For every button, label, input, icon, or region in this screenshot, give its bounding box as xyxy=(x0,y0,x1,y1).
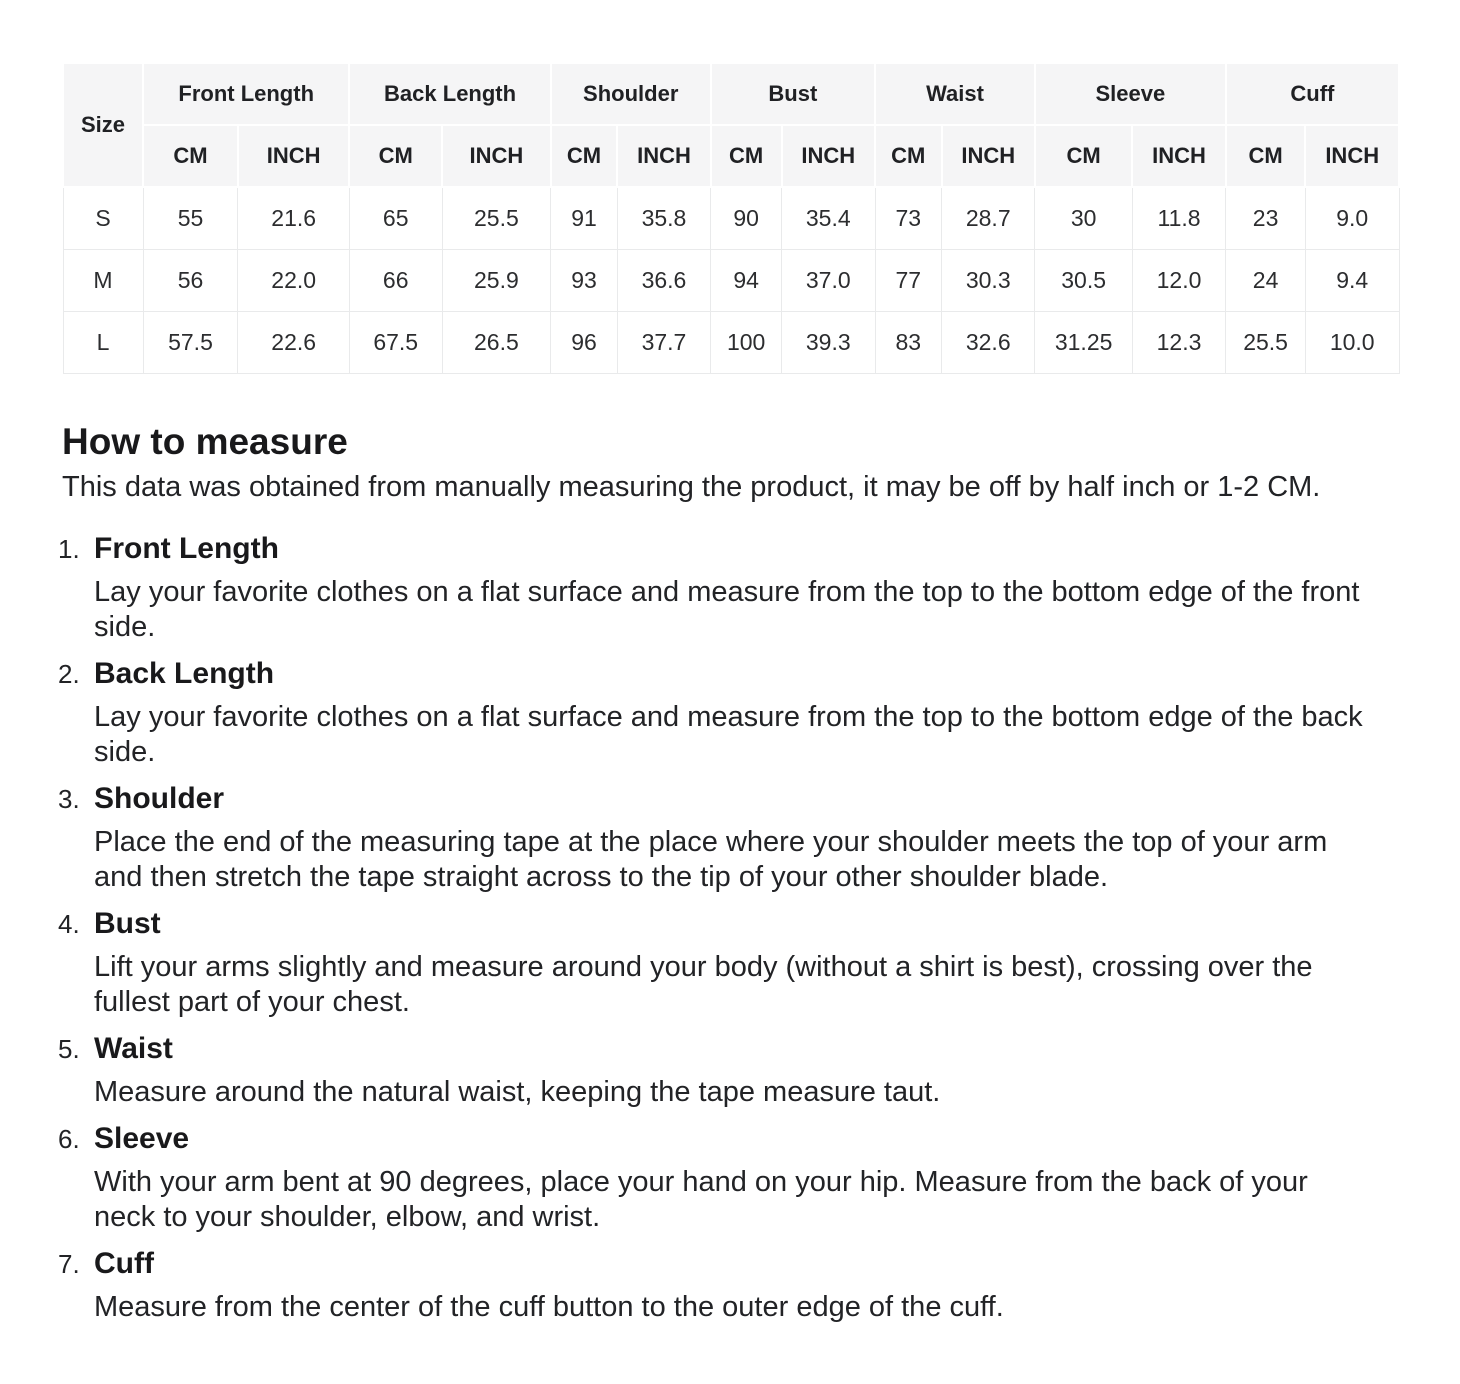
size-chart-table xyxy=(62,62,1400,374)
unit-header-inch: INCH xyxy=(942,125,1035,187)
measure-step xyxy=(58,1121,1400,1235)
step-title: Sleeve xyxy=(94,1121,190,1155)
step-title: Back Length xyxy=(94,656,275,690)
measurement-value-cell: 25.9 xyxy=(442,249,551,311)
header-row-units xyxy=(63,125,1399,187)
measurement-value-cell: 23 xyxy=(1226,187,1306,249)
measurement-value-cell: 22.0 xyxy=(238,249,349,311)
measurement-header-sleeve: Sleeve xyxy=(1035,63,1226,125)
measurement-header-back-length: Back Length xyxy=(349,63,550,125)
step-title: Front Length xyxy=(94,531,279,565)
step-title: Cuff xyxy=(94,1246,154,1280)
step-title: Bust xyxy=(94,906,161,940)
measurement-value-cell: 30 xyxy=(1035,187,1132,249)
measurement-value-cell: 12.3 xyxy=(1132,311,1225,373)
unit-header-inch: INCH xyxy=(782,125,875,187)
measurement-value-cell: 30.3 xyxy=(942,249,1035,311)
measurement-value-cell: 12.0 xyxy=(1132,249,1225,311)
unit-header-inch: INCH xyxy=(442,125,551,187)
step-description: Measure from the center of the cuff button to the outer edge of the cuff. xyxy=(94,1290,1004,1323)
size-row xyxy=(63,249,1399,311)
how-to-measure-heading: How to measure xyxy=(62,420,348,462)
step-description: Lift your arms slightly and measure around your body (without a shirt is best), crossing over the fullest part of your chest. xyxy=(94,950,1313,1018)
size-chart-header xyxy=(63,63,1399,187)
size-cell: M xyxy=(63,249,143,311)
measure-disclaimer-text: This data was obtained from manually measuring the product, it may be off by half inch or 1-2 CM. xyxy=(62,470,1321,503)
step-number: 3. xyxy=(58,783,80,814)
measurement-value-cell: 9.0 xyxy=(1305,187,1399,249)
measurement-value-cell: 22.6 xyxy=(238,311,349,373)
measurement-value-cell: 96 xyxy=(551,311,617,373)
measurement-value-cell: 66 xyxy=(349,249,442,311)
measurement-value-cell: 24 xyxy=(1226,249,1306,311)
measure-step xyxy=(58,1246,1400,1325)
measurement-value-cell: 67.5 xyxy=(349,311,442,373)
step-number: 1. xyxy=(58,533,80,564)
measure-step xyxy=(58,781,1400,895)
measure-step-head xyxy=(58,1121,1400,1157)
measurement-value-cell: 10.0 xyxy=(1305,311,1399,373)
measurement-value-cell: 32.6 xyxy=(942,311,1035,373)
measurement-value-cell: 100 xyxy=(711,311,782,373)
step-number: 7. xyxy=(58,1248,80,1279)
measurement-value-cell: 57.5 xyxy=(143,311,238,373)
step-number: 4. xyxy=(58,908,80,939)
step-description: With your arm bent at 90 degrees, place your hand on your hip. Measure from the back of your neck to your shoulder, elbow, and wrist. xyxy=(94,1165,1308,1233)
header-row-measurements xyxy=(63,63,1399,125)
measurement-value-cell: 11.8 xyxy=(1132,187,1225,249)
unit-header-cm: CM xyxy=(1035,125,1132,187)
measure-step xyxy=(58,1031,1400,1110)
measurement-header-waist: Waist xyxy=(875,63,1035,125)
step-number: 2. xyxy=(58,658,80,689)
measurement-value-cell: 94 xyxy=(711,249,782,311)
measurement-value-cell: 55 xyxy=(143,187,238,249)
size-row xyxy=(63,187,1399,249)
measure-step xyxy=(58,906,1400,1020)
unit-header-inch: INCH xyxy=(1132,125,1225,187)
measurement-value-cell: 9.4 xyxy=(1305,249,1399,311)
size-column-header: Size xyxy=(63,63,143,187)
size-cell: L xyxy=(63,311,143,373)
step-description: Lay your favorite clothes on a flat surface and measure from the top to the bottom edge of the back side. xyxy=(94,700,1363,768)
size-chart-body xyxy=(63,187,1399,373)
measure-step-head xyxy=(58,531,1400,567)
measurement-value-cell: 37.7 xyxy=(617,311,710,373)
unit-header-cm: CM xyxy=(711,125,782,187)
unit-header-cm: CM xyxy=(875,125,941,187)
measure-step xyxy=(58,531,1400,645)
measurement-value-cell: 39.3 xyxy=(782,311,875,373)
unit-header-inch: INCH xyxy=(1305,125,1399,187)
measure-step-head xyxy=(58,656,1400,692)
step-description: Lay your favorite clothes on a flat surface and measure from the top to the bottom edge of the front side. xyxy=(94,575,1360,643)
measure-step-head xyxy=(58,906,1400,942)
measurement-value-cell: 35.8 xyxy=(617,187,710,249)
step-description: Measure around the natural waist, keeping the tape measure taut. xyxy=(94,1075,941,1108)
unit-header-cm: CM xyxy=(143,125,238,187)
unit-header-inch: INCH xyxy=(617,125,710,187)
measurement-value-cell: 56 xyxy=(143,249,238,311)
measurement-value-cell: 25.5 xyxy=(442,187,551,249)
measurement-value-cell: 25.5 xyxy=(1226,311,1306,373)
measurement-header-bust: Bust xyxy=(711,63,875,125)
measurement-value-cell: 30.5 xyxy=(1035,249,1132,311)
step-number: 6. xyxy=(58,1123,80,1154)
measurement-value-cell: 93 xyxy=(551,249,617,311)
size-cell: S xyxy=(63,187,143,249)
measurement-value-cell: 26.5 xyxy=(442,311,551,373)
step-number: 5. xyxy=(58,1033,80,1064)
measure-steps-list xyxy=(58,531,1400,1325)
measurement-value-cell: 90 xyxy=(711,187,782,249)
step-description: Place the end of the measuring tape at the place where your shoulder meets the top of your arm and then stretch the tape straight across to the tip of your other shoulder blade. xyxy=(94,825,1328,893)
step-title: Shoulder xyxy=(94,781,225,815)
unit-header-inch: INCH xyxy=(238,125,349,187)
measurement-value-cell: 36.6 xyxy=(617,249,710,311)
unit-header-cm: CM xyxy=(349,125,442,187)
measurement-value-cell: 77 xyxy=(875,249,941,311)
measurement-value-cell: 91 xyxy=(551,187,617,249)
measurement-value-cell: 37.0 xyxy=(782,249,875,311)
measure-step-head xyxy=(58,781,1400,817)
unit-header-cm: CM xyxy=(551,125,617,187)
measurement-value-cell: 65 xyxy=(349,187,442,249)
measurement-value-cell: 21.6 xyxy=(238,187,349,249)
measurement-value-cell: 28.7 xyxy=(942,187,1035,249)
size-row xyxy=(63,311,1399,373)
measurement-header-shoulder: Shoulder xyxy=(551,63,711,125)
measure-step xyxy=(58,656,1400,770)
measure-step-head xyxy=(58,1031,1400,1067)
measurement-header-front-length: Front Length xyxy=(143,63,349,125)
measurement-value-cell: 35.4 xyxy=(782,187,875,249)
measurement-header-cuff: Cuff xyxy=(1226,63,1399,125)
measurement-value-cell: 73 xyxy=(875,187,941,249)
step-title: Waist xyxy=(94,1031,173,1065)
measurement-value-cell: 83 xyxy=(875,311,941,373)
unit-header-cm: CM xyxy=(1226,125,1306,187)
measure-step-head xyxy=(58,1246,1400,1282)
measurement-value-cell: 31.25 xyxy=(1035,311,1132,373)
